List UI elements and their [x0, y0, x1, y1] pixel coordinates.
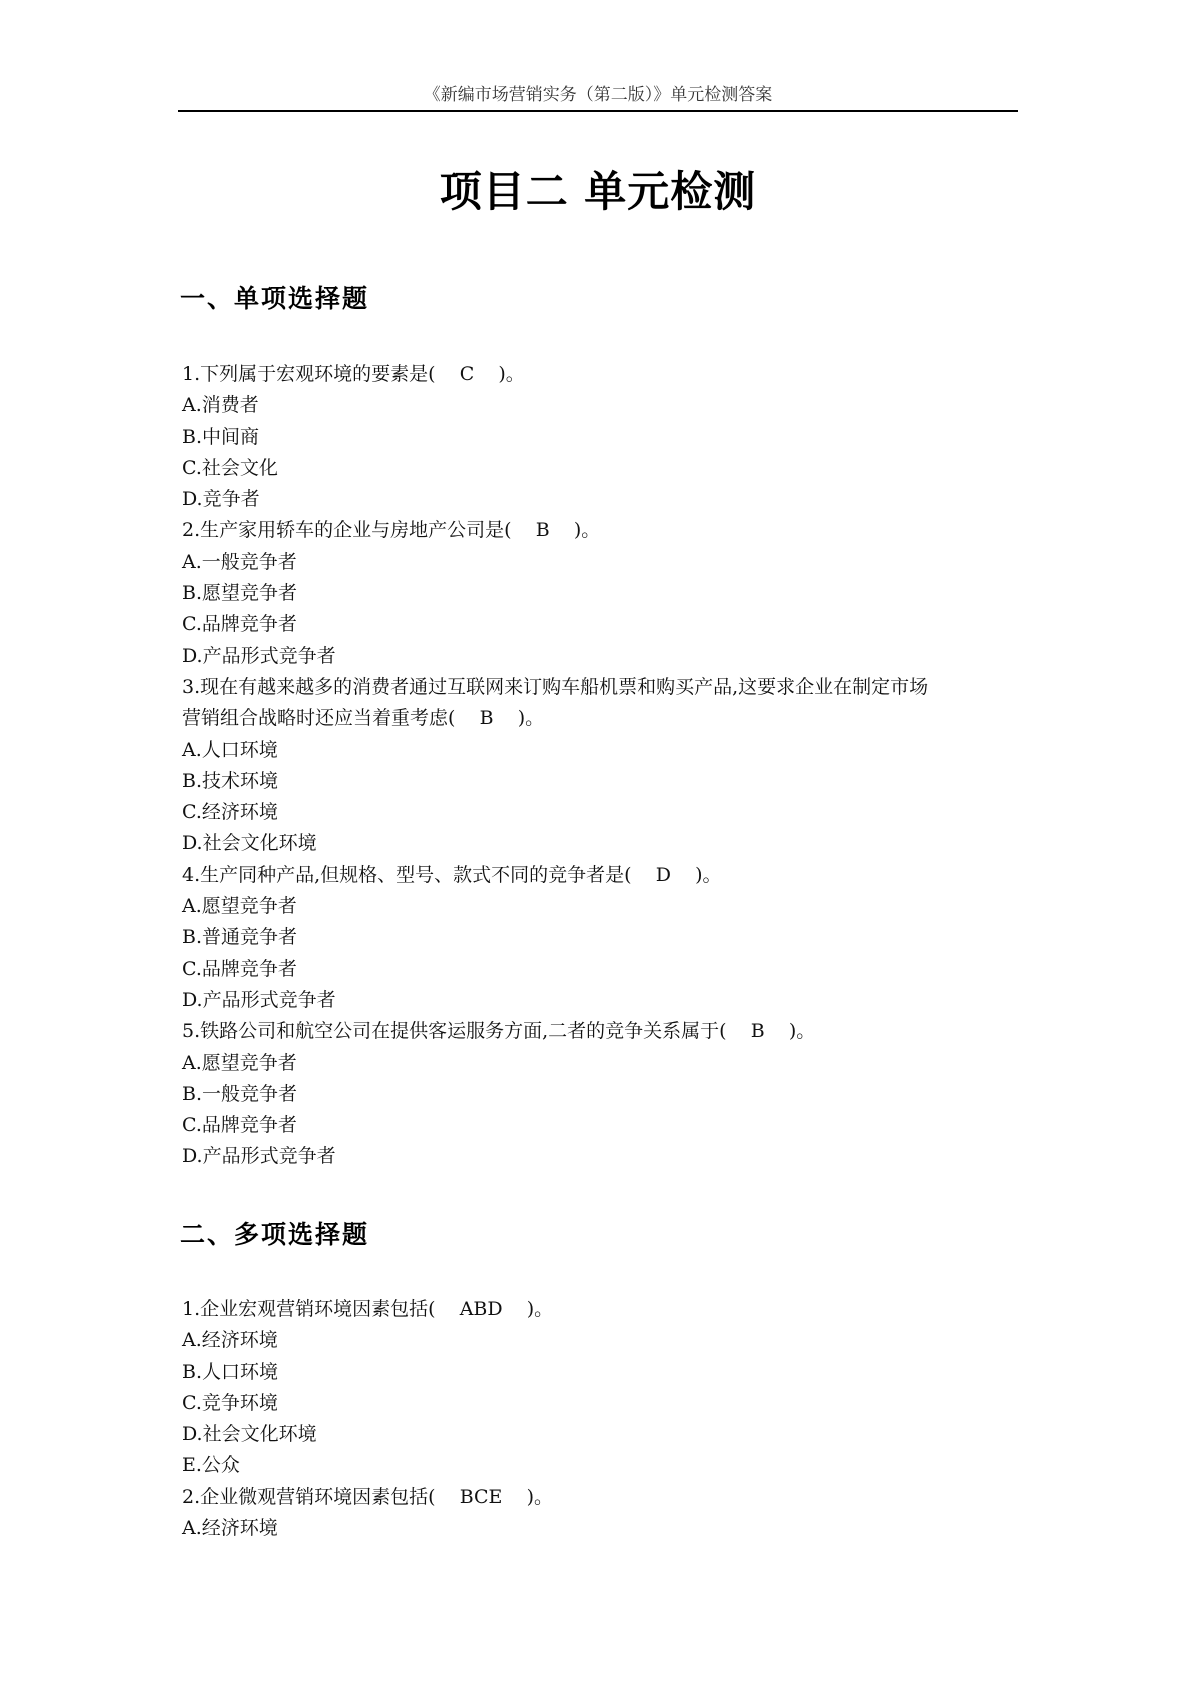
option-line: D.产品形式竞争者	[182, 644, 336, 667]
option-line: C.社会文化	[182, 456, 278, 479]
option-line: A.经济环境	[182, 1329, 278, 1352]
section-heading-single-choice: 一、单项选择题	[180, 284, 370, 313]
option-line: A.经济环境	[182, 1517, 278, 1540]
option-line: B.人口环境	[182, 1360, 279, 1383]
option-line: C.品牌竞争者	[182, 957, 297, 980]
option-line: B.普通竞争者	[182, 926, 298, 949]
option-line: C.经济环境	[182, 801, 278, 824]
option-line: A.消费者	[182, 394, 259, 417]
question-line: 3.现在有越来越多的消费者通过互联网来订购车船机票和购买产品,这要求企业在制定市场	[182, 675, 929, 698]
option-line: C.竞争环境	[182, 1391, 278, 1414]
option-line: B.愿望竞争者	[182, 582, 298, 605]
option-line: B.一般竞争者	[182, 1082, 298, 1105]
option-line: B.中间商	[182, 425, 260, 448]
question-line: 2.生产家用轿车的企业与房地产公司是( B )。	[182, 519, 601, 542]
option-line: D.竞争者	[182, 488, 260, 511]
header-rule	[178, 110, 1018, 112]
option-line: A.人口环境	[182, 738, 278, 761]
multiple-choice-questions	[182, 1294, 1022, 1544]
question-line: 2.企业微观营销环境因素包括( BCE )。	[182, 1485, 553, 1508]
option-line: A.愿望竞争者	[182, 895, 297, 918]
option-line: C.品牌竞争者	[182, 613, 297, 636]
question-line: 1.企业宏观营销环境因素包括( ABD )。	[182, 1298, 554, 1320]
option-line: A.愿望竞争者	[182, 1051, 297, 1074]
option-line: E.公众	[182, 1454, 240, 1477]
page-title: 项目二 单元检测	[439, 167, 757, 216]
option-line: D.产品形式竞争者	[182, 988, 336, 1011]
question-line: 营销组合战略时还应当着重考虑( B )。	[182, 707, 545, 730]
running-header: 《新编市场营销实务（第二版）》单元检测答案	[423, 85, 773, 105]
option-line: D.社会文化环境	[182, 832, 317, 855]
option-line: A.一般竞争者	[182, 550, 297, 573]
option-line: D.社会文化环境	[182, 1423, 317, 1446]
section-heading-multiple-choice: 二、多项选择题	[180, 1220, 370, 1249]
question-line: 1.下列属于宏观环境的要素是( C )。	[182, 363, 525, 385]
question-line: 5.铁路公司和航空公司在提供客运服务方面,二者的竞争关系属于( B )。	[182, 1020, 816, 1043]
single-choice-questions	[182, 359, 1022, 1173]
option-line: C.品牌竞争者	[182, 1114, 297, 1137]
question-line: 4.生产同种产品,但规格、型号、款式不同的竞争者是( D )。	[182, 863, 722, 886]
option-line: D.产品形式竞争者	[182, 1145, 336, 1168]
option-line: B.技术环境	[182, 769, 279, 792]
